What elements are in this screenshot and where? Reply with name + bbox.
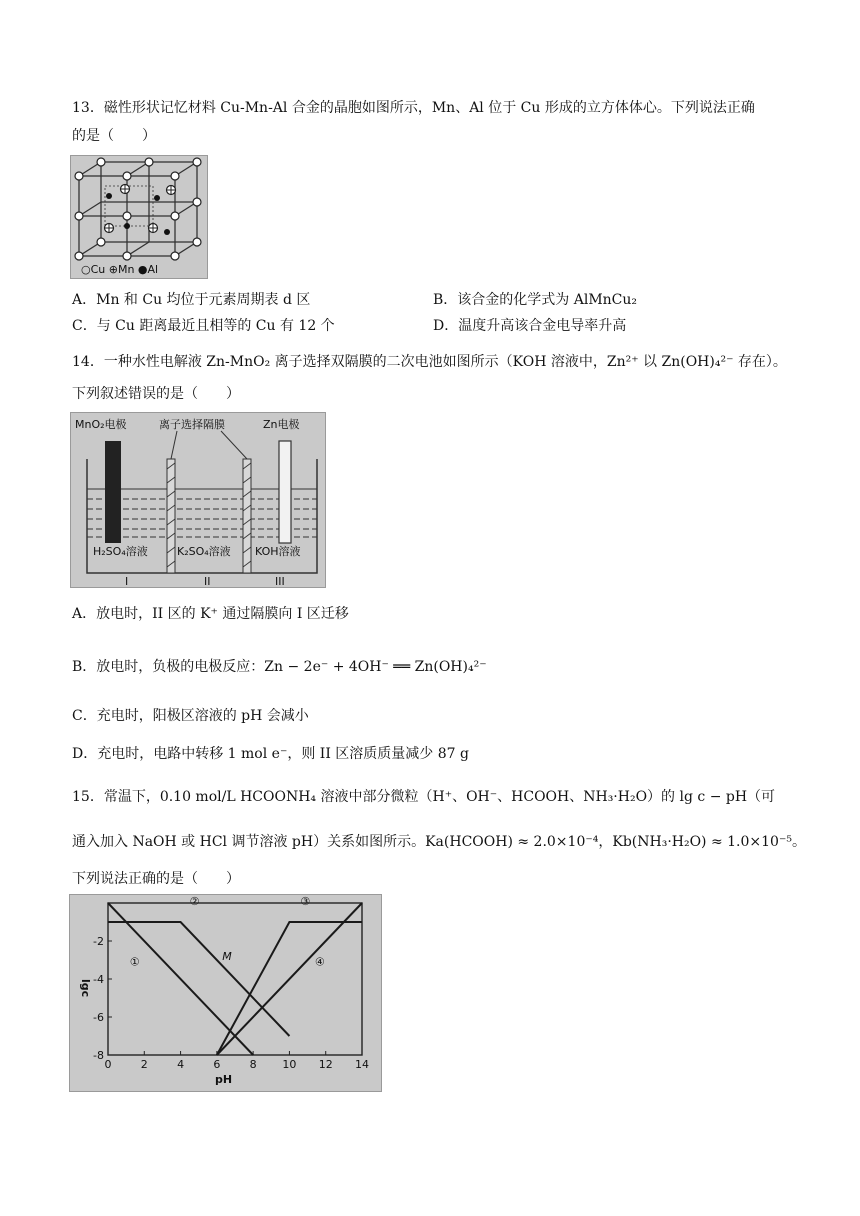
x-tick-label: 12 xyxy=(318,1058,333,1071)
q15-stem-line2: 通入加入 NaOH 或 HCl 调节溶液 pH）关系如图所示。Ka(HCOOH) ≈ 2.0×10⁻⁴，Kb(NH₃·H₂O) ≈ 1.0×10⁻⁵。 xyxy=(72,834,806,850)
q14-stem-line1: 14．一种水性电解液 Zn-MnO₂ 离子选择双隔膜的二次电池如图所示（KOH 溶液中，Zn²⁺ 以 Zn(OH)₄²⁻ 存在）。 xyxy=(72,354,787,370)
x-tick-label: 6 xyxy=(213,1058,221,1071)
series-label-1: ① xyxy=(129,955,140,969)
q13-option-d: D．温度升高该合金电导率升高 xyxy=(433,318,627,334)
sol-k2so4: K₂SO₄溶液 xyxy=(177,545,231,558)
y-tick-label: -8 xyxy=(93,1049,104,1062)
q14-option-d: D．充电时，电路中转移 1 mol e⁻，则 II 区溶质质量减少 87 g xyxy=(72,746,469,762)
series-label-3: ③ xyxy=(300,895,311,908)
x-axis-label: pH xyxy=(215,1073,233,1086)
q13-option-c: C．与 Cu 距离最近且相等的 Cu 有 12 个 xyxy=(72,318,335,334)
q13-crystal-figure xyxy=(70,155,208,279)
q13-stem-line1: 13．磁性形状记忆材料 Cu-Mn-Al 合金的晶胞如图所示，Mn、Al 位于 Cu 形成的立方体体心。下列说法正确 xyxy=(72,100,755,116)
zone-2: II xyxy=(204,575,211,587)
q13-option-a: A．Mn 和 Cu 均位于元素周期表 d 区 xyxy=(72,292,311,308)
q13-figure-legend: ○Cu ⊕Mn ●Al xyxy=(81,263,159,276)
q14-stem-line2: 下列叙述错误的是（ ） xyxy=(72,386,240,402)
y-tick-label: -4 xyxy=(93,973,104,986)
y-axis-label: lgc xyxy=(79,979,92,998)
q14-battery-figure xyxy=(70,412,326,588)
x-tick-label: 14 xyxy=(355,1058,369,1071)
series-label-4: ④ xyxy=(314,955,325,969)
q14-option-c: C．充电时，阳极区溶液的 pH 会减小 xyxy=(72,708,309,724)
x-tick-label: 10 xyxy=(282,1058,297,1071)
label-mno2-electrode: MnO₂电极 xyxy=(75,418,127,431)
series-label-2: ② xyxy=(189,895,200,908)
membrane-right xyxy=(243,459,251,573)
series-line-2 xyxy=(108,922,289,1036)
membrane-left xyxy=(167,459,175,573)
mno2-electrode xyxy=(105,441,121,543)
series-line-1 xyxy=(108,903,253,1055)
sol-h2so4: H₂SO₄溶液 xyxy=(93,545,148,558)
x-tick-label: 4 xyxy=(177,1058,185,1071)
x-tick-label: 0 xyxy=(104,1058,112,1071)
q13-option-b: B．该合金的化学式为 AlMnCu₂ xyxy=(433,292,638,308)
q14-option-a: A．放电时，II 区的 K⁺ 通过隔膜向 I 区迁移 xyxy=(72,606,349,622)
series-line-4 xyxy=(217,903,362,1055)
y-tick-label: -6 xyxy=(93,1011,104,1024)
point-m-label: M xyxy=(222,950,232,963)
q15-stem-line3: 下列说法正确的是（ ） xyxy=(72,871,240,887)
q15-lgc-ph-chart xyxy=(69,894,382,1092)
sol-koh: KOH溶液 xyxy=(255,545,301,558)
y-tick-label: -2 xyxy=(93,935,104,948)
label-membrane: 离子选择隔膜 xyxy=(159,418,225,431)
q15-stem-line1: 15．常温下，0.10 mol/L HCOONH₄ 溶液中部分微粒（H⁺、OH⁻、HCOOH、NH₃·H₂O）的 lg c − pH（可 xyxy=(72,789,776,805)
x-tick-label: 8 xyxy=(249,1058,257,1071)
zone-1: I xyxy=(125,575,129,587)
zone-3: III xyxy=(275,575,285,587)
x-tick-label: 2 xyxy=(140,1058,148,1071)
q14-option-b: B．放电时，负极的电极反应：Zn − 2e⁻ + 4OH⁻ ══ Zn(OH)₄²⁻ xyxy=(72,659,487,675)
zn-electrode xyxy=(279,441,291,543)
label-zn-electrode: Zn电极 xyxy=(263,418,300,431)
q13-stem-line2: 的是（ ） xyxy=(72,128,156,144)
